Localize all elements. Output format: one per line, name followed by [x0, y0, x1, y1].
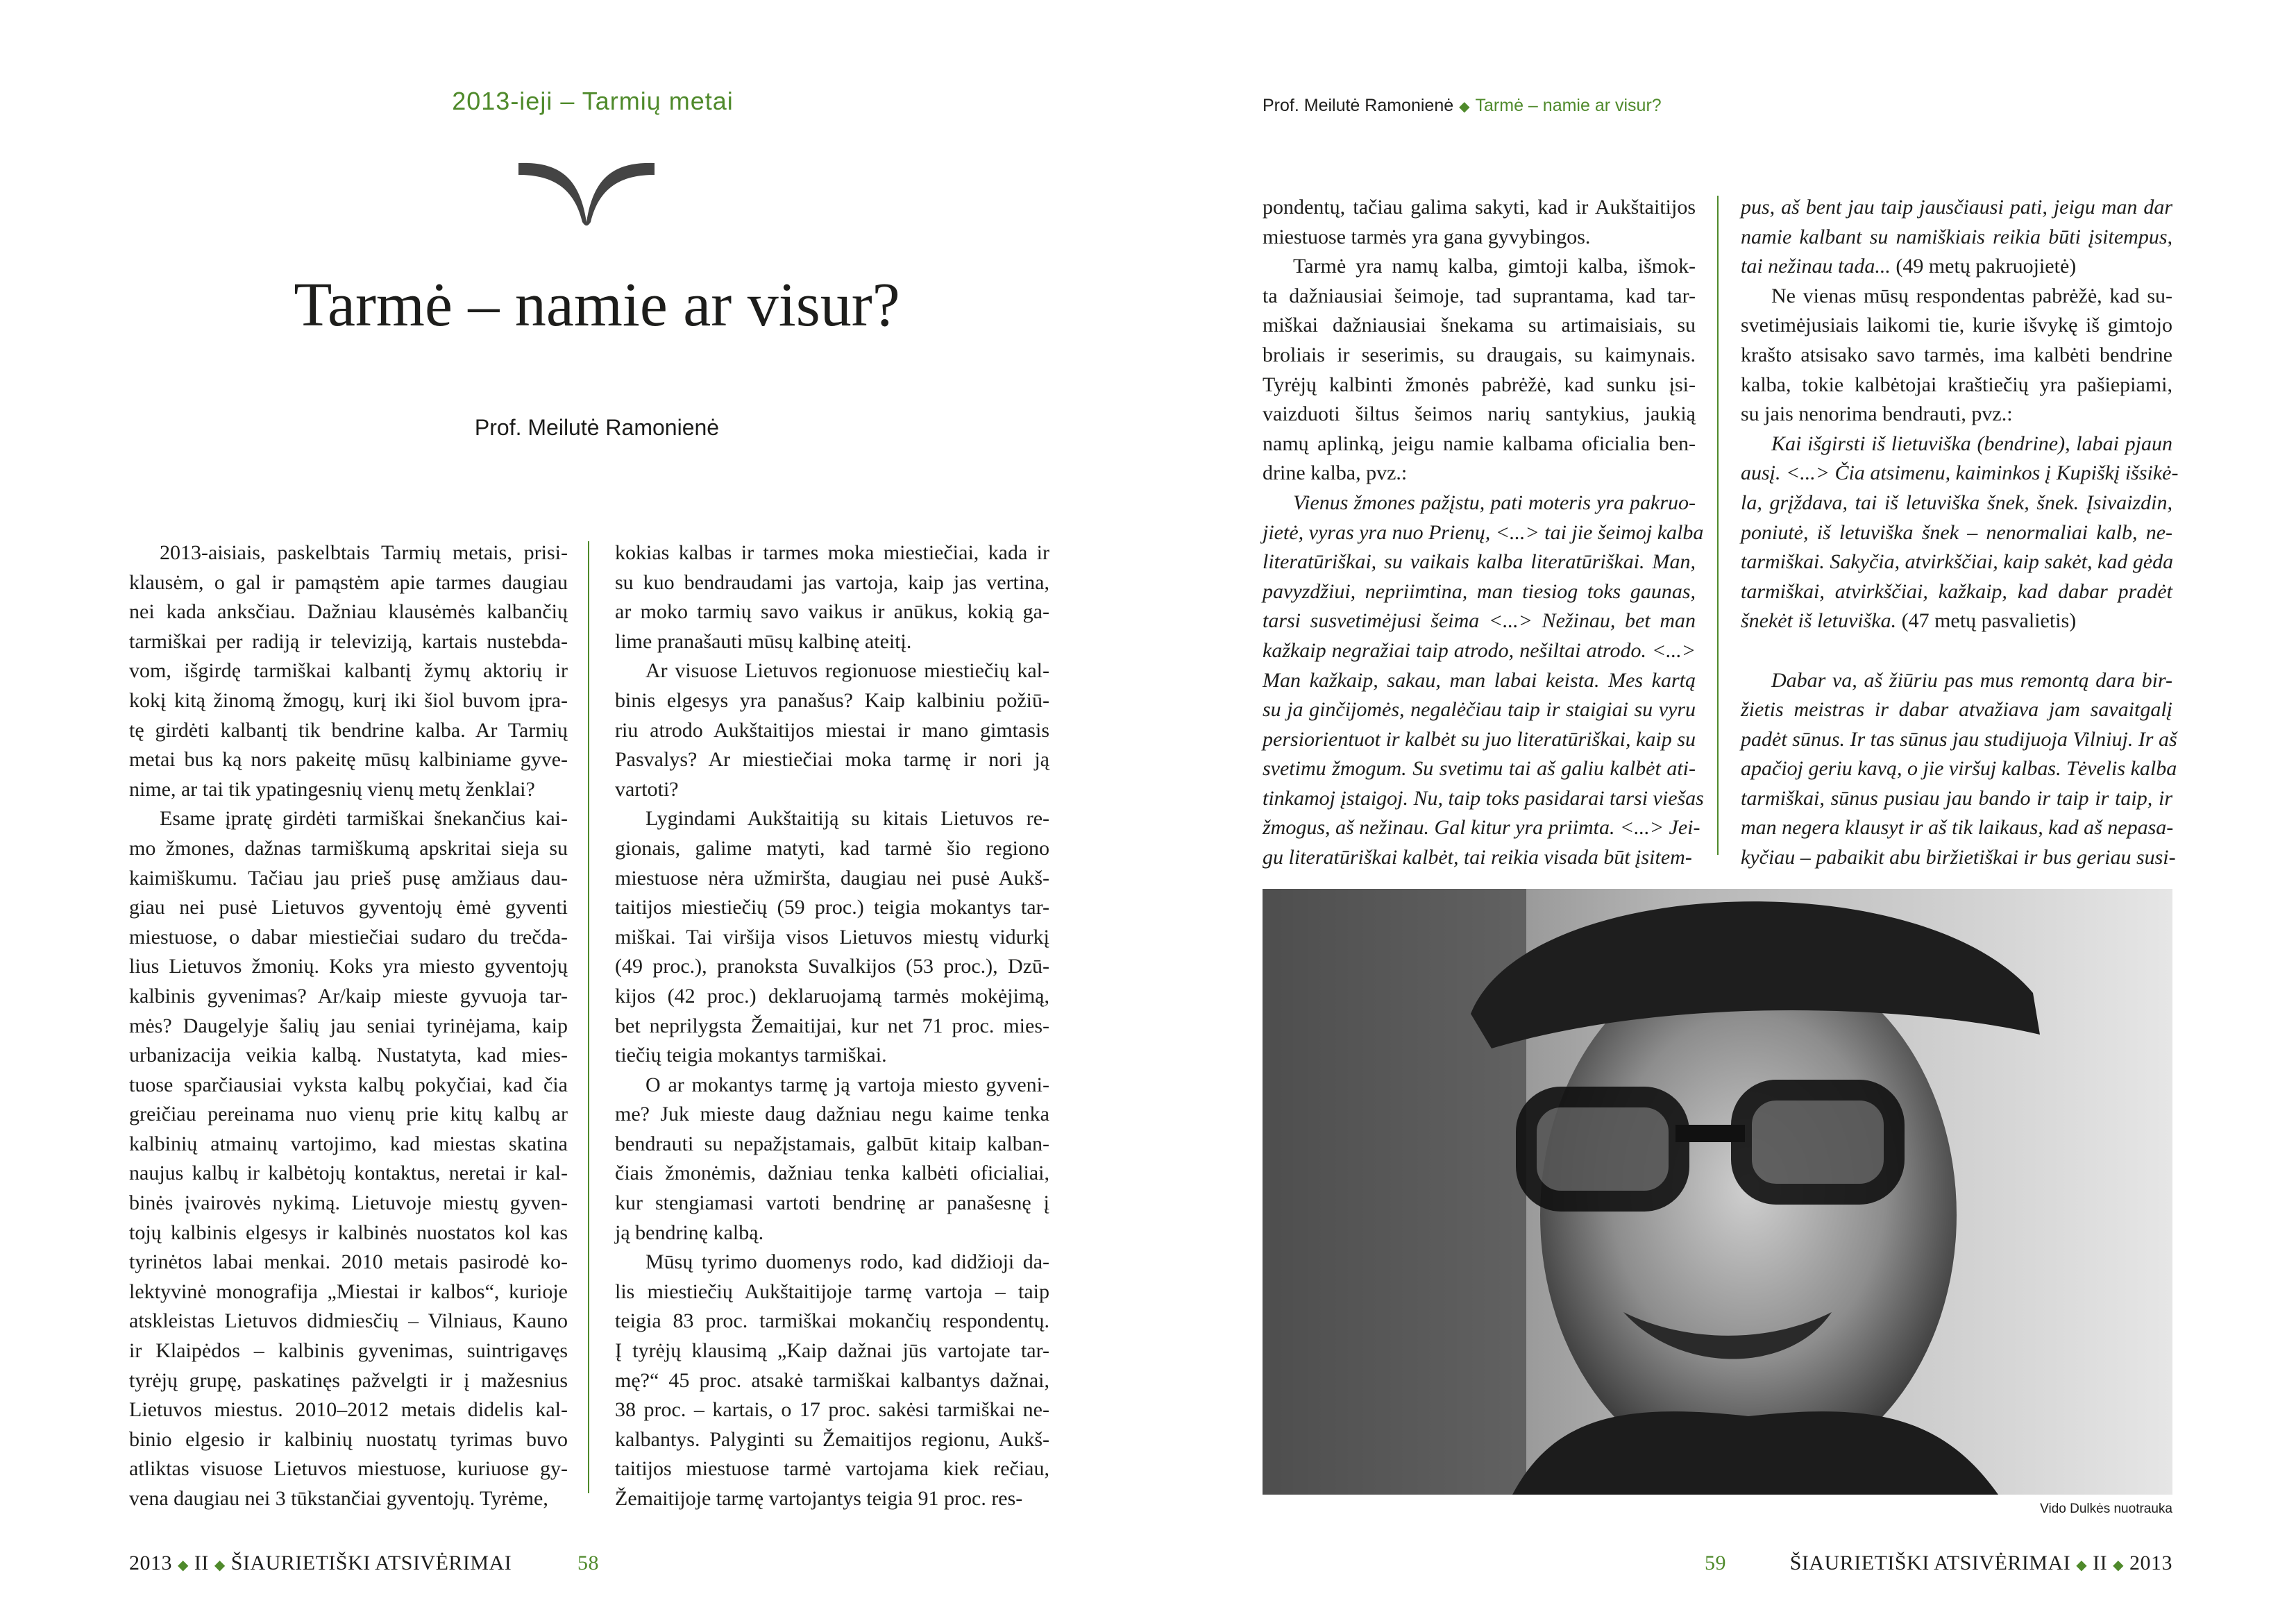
text-line: atliktas visuose Lietuvos miestuose, kuriuose gy-: [129, 1457, 568, 1481]
text-line: persiorientuot ir kalbėt su juo literatūriškai, kaip su: [1263, 727, 1696, 751]
text-line: gionais, galime matyti, kad tarmė šio regiono: [615, 836, 1049, 860]
text-line: literatūriškai, su vaikais kalba literatūriškai. Man,: [1263, 550, 1696, 574]
series-header: 2013-ieji – Tarmių metai: [452, 87, 734, 115]
text-line: kyčiau – pabaikit abu biržietiškai ir bus geriau susi-: [1741, 846, 2176, 869]
text-line: tarmiškai, sūnus pusiau jau bando ir taip ir taip, ir: [1741, 786, 2172, 810]
text-line: mo žmones, dažnas tarmiškumą apskritai sieja su: [129, 836, 568, 860]
text-line: urbanizacija veikia kalbą. Nustatyta, kad mies-: [129, 1044, 568, 1067]
text-line: miestuose tarmės yra gana gyvybingos.: [1263, 225, 1591, 248]
text-line: miškai. Tai viršija visos Lietuvos miestų vidurkį: [615, 925, 1049, 949]
article-title: Tarmė – namie ar visur?: [294, 271, 900, 339]
page-number-right: 59: [1705, 1552, 1726, 1574]
quote-attribution: (49 metų pakruojietė): [1896, 255, 2077, 278]
diamond-icon: ◆: [2076, 1557, 2088, 1573]
text-line: su ja ginčijomės, negalėčiau taip ir staigiai su vyru: [1263, 698, 1696, 722]
text-line: Tarmė yra namų kalba, gimtoji kalba, išmok-: [1293, 255, 1696, 278]
paragraph: [1263, 252, 1696, 488]
paragraph: [1741, 430, 2179, 636]
paragraph: [129, 804, 568, 1513]
paragraph: [1741, 666, 2177, 873]
footer-year: 2013: [2129, 1552, 2172, 1574]
text-line: atskleistas Lietuvos didmiesčių – Vilniaus, Kauno: [129, 1309, 568, 1333]
text-line: namų aplinką, jeigu namie kalbama oficialia ben-: [1263, 432, 1696, 455]
portrait-photo: [1263, 889, 2172, 1495]
text-line: lius Lietuvos žmonių. Koks yra miesto gyventojų: [129, 955, 568, 978]
paragraph: [1263, 193, 1696, 252]
footer-left: [129, 1552, 512, 1575]
text-line: mę?“ 45 proc. atsakė tarmiškai kalbantys dažnai,: [615, 1368, 1049, 1392]
text-line: Dabar va, aš žiūriu pas mus remontą dara bir-: [1771, 668, 2172, 692]
text-line: bet neprilygsta Žemaitijai, kur net 71 proc. mies-: [615, 1014, 1049, 1037]
text-line: riu atrodo Aukštaitijos miestai ir mano gimtasis: [615, 718, 1049, 742]
text-line: vena daugiau nei 3 tūkstančiai gyventojų. Tyrėme,: [129, 1487, 548, 1510]
text-line: Kai išgirsti iš lietuviška (bendrine), labai pjaun: [1771, 432, 2172, 455]
text-line: binis elgesys yra panašus? Kaip kalbiniu požiū-: [615, 688, 1049, 712]
text-line: kažkaip negražiai taip atrodo, nešiltai atrodo. <...>: [1263, 638, 1696, 662]
paragraph: [1741, 193, 2172, 282]
text-column-left: [129, 538, 568, 1514]
running-head-title: Tarmė – namie ar visur?: [1475, 96, 1662, 115]
text-line: greičiau pereinama nuo vienų prie kitų kalbų ar: [129, 1103, 568, 1126]
paragraph: [1263, 488, 1704, 873]
text-line: pavyzdžiui, nepriimtina, man tiesiog toks gaunas,: [1263, 579, 1696, 603]
text-line: metai bus ką nors pakeitę mūsų kalbiniame gyve-: [129, 748, 568, 772]
text-line: Ar visuose Lietuvos regionuose miestiečių kal-: [645, 659, 1049, 683]
text-line: la, grįždava, tai iš letuviška šnek, šnek. Įsivaizdin,: [1741, 491, 2172, 514]
text-line: Pasvalys? Ar miestiečiai moka tarmę ir nori ją: [615, 748, 1049, 772]
text-line: ar moko tarmių savo vaikus ir anūkus, kokią ga-: [615, 600, 1049, 624]
text-line: tyrinėtos labai menkai. 2010 metais pasirodė ko-: [129, 1250, 568, 1274]
text-line: žmogus, aš nežinau. Gal kitur yra priimta. <...> Jei-: [1263, 816, 1700, 840]
photo-caption: Vido Dulkės nuotrauka: [2040, 1502, 2172, 1516]
text-line: su jais nenorima bendrauti, pvz.:: [1741, 402, 2013, 426]
text-line: tojų kalbinis elgesys ir kalbinės nuostatos kol kas: [129, 1221, 568, 1244]
text-line: ausį. <...> Čia atsimenu, kaiminkos į Kupiškį išsikė-: [1741, 461, 2179, 485]
text-line: tarsi susvetimėjusi šeima <...> Nežinau, bet man: [1263, 609, 1696, 633]
text-line: (49 proc.), pranoksta Suvalkijos (53 proc.), Dzū-: [615, 955, 1049, 978]
text-line: pondentų, tačiau galima sakyti, kad ir Aukštaitijos: [1263, 196, 1696, 219]
footer-journal: ŠIAURIETIŠKI ATSIVĖRIMAI: [1789, 1552, 2071, 1574]
text-line: man negera klausyt ir aš tik laikaus, kad aš nepasa-: [1741, 816, 2174, 840]
text-line: vartoti?: [615, 777, 679, 801]
text-line: kijos (42 proc.) deklaruojamą tarmės mokėjimą,: [615, 984, 1049, 1008]
diamond-icon: ◆: [178, 1557, 189, 1573]
text-line: lis miestiečių Aukštaitijoje tarmę vartoja – taip: [615, 1280, 1049, 1303]
text-line: svetimėjusiais laikomi tie, kurie išvykę iš gimtojo: [1741, 314, 2172, 337]
text-line: kalbantys. Palyginti su Žemaitijos regionu, Aukš-: [615, 1427, 1049, 1451]
column-divider: [1717, 196, 1719, 855]
text-line: me? Juk mieste daug dažniau negu kaime tenka: [615, 1103, 1049, 1126]
text-line: miestuose nėra užmiršta, daugiau nei pusė Aukš-: [615, 866, 1049, 890]
footer-right: [1790, 1552, 2172, 1575]
running-head: [1263, 96, 1662, 116]
text-line: tyrėjų grupę, paskatinęs pažvelgti ir į mažesnius: [129, 1368, 568, 1392]
text-line: jietė, vyras yra nuo Prienų, <...> tai jie šeimoj kalba: [1263, 520, 1704, 544]
text-line: giau nei pusė Lietuvos gyventojų ėmė gyventi: [129, 896, 568, 919]
text-line: [1741, 606, 2172, 636]
text-line: Lygindami Aukštaitiją su kitais Lietuvos re-: [645, 807, 1049, 831]
text-line: klausėm, o gal ir pamąstėm apie tarmes daugiau: [129, 570, 568, 594]
text-line: Man kažkaip, sakau, man labai keista. Mes kartą: [1263, 668, 1696, 692]
text-line: [1741, 252, 2172, 282]
text-line: kokias kalbas ir tarmes moka miestiečiai, kada ir: [615, 541, 1049, 564]
text-line: binio elgesio ir kalbinių nuostatų tyrimas buvo: [129, 1427, 568, 1451]
paragraph: [1741, 282, 2172, 430]
quote-text: tai nežinau tada...: [1741, 255, 1896, 278]
diamond-icon: ◆: [1459, 99, 1470, 114]
text-line: gu literatūriškai kalbėt, tai reikia visada būt įsitem-: [1263, 846, 1692, 869]
text-line: vom, išgirdę tarmiškai kalbantį žymų aktorių ir: [129, 659, 568, 683]
text-line: apačioj geriu kavą, o jie viršuj kalbas. Tėvelis kalba: [1741, 757, 2177, 781]
text-line: lime pranašauti mūsų kalbinę ateitį.: [615, 629, 912, 653]
text-line: kaimiškumu. Tačiau jau prieš pusę amžiaus dau-: [129, 866, 568, 890]
text-line: taitijos miestiečių (59 proc.) teigia mokantys tar-: [615, 896, 1049, 919]
paragraph: [615, 804, 1049, 1070]
text-line: Tyrėjų kalbinti žmonės pabrėžė, kad sunku įsi-: [1263, 373, 1696, 396]
text-line: čiais žmonėmis, dažniau tenka kalbėti oficialiai,: [615, 1162, 1049, 1185]
text-line: padėt sūnus. Ir tas sūnus jau studijuoja Vilniuj. Ir aš: [1741, 727, 2177, 751]
text-line: poniutė, iš letuviška šnek – nenormaliai kalb, ne-: [1741, 520, 2172, 544]
text-line: pus, aš bent jau taip jausčiausi pati, jeigu man dar: [1741, 196, 2172, 219]
text-line: Lietuvos miestus. 2010–2012 metais didelis kal-: [129, 1398, 568, 1422]
text-line: bendrauti su nepažįstamais, galbūt kitaip kalban-: [615, 1132, 1049, 1155]
text-line: tarmiškai per radiją ir televiziją, kartais nustebda-: [129, 629, 568, 653]
text-line: lektyvinė monografija „Miestai ir kalbos“, kurioje: [129, 1280, 568, 1303]
paragraph: [615, 656, 1049, 804]
text-line: Mūsų tyrimo duomenys rodo, kad didžioji da-: [645, 1250, 1049, 1274]
text-line: tinkamoj įstaigoj. Nu, taip toks pasidarai tarsi viešas: [1263, 786, 1704, 810]
text-line: mės? Daugelyje šalių jau seniai tyrinėjama, kaip: [129, 1014, 568, 1037]
text-line: Esame įpratę girdėti tarmiškai šnekančius kai-: [160, 807, 568, 831]
paragraph: [129, 538, 568, 804]
text-line: kalbinių atmainų vartojimo, kad miestas skatina: [129, 1132, 568, 1155]
quote-text: šnekėt iš letuviška.: [1741, 609, 1902, 633]
bird-chevron-logo-icon: [517, 160, 659, 229]
text-line: O ar mokantys tarmę ją vartoja miesto gyveni-: [645, 1073, 1049, 1096]
text-line: Vienus žmones pažįstu, pati moteris yra pakruo-: [1293, 491, 1696, 514]
text-line: binės įvairovės nykimą. Lietuvoje miestų gyven-: [129, 1191, 568, 1215]
text-line: krašto atsisako savo tarmės, ima kalbėti bendrine: [1741, 343, 2172, 366]
text-line: ją bendrinę kalbą.: [615, 1221, 764, 1244]
article-author: Prof. Meilutė Ramonienė: [474, 415, 720, 440]
text-line: miškai dažniausiai šnekama su artimaisiais, su: [1263, 314, 1696, 337]
paragraph: [615, 538, 1049, 656]
text-line: tę girdėti kalbantį tik bendrine kalba. Ar Tarmių: [129, 718, 568, 742]
footer-journal: ŠIAURIETIŠKI ATSIVĖRIMAI: [230, 1552, 512, 1574]
text-line: ta dažniausiai šeimoje, tad suprantama, kad tar-: [1263, 284, 1696, 307]
text-line: nime, ar tai tik ypatingesnių vienų metų ženklai?: [129, 777, 535, 801]
text-line: 38 proc. – kartais, o 17 proc. sakėsi tarmiškai ne-: [615, 1398, 1049, 1422]
text-line: naujus kalbų ir kalbėtojų kontaktus, neretai ir kal-: [129, 1162, 568, 1185]
text-column-middle: [615, 538, 1049, 1514]
text-line: žietis meistras ir dabar atvažiava jam savaitgalį: [1741, 698, 2172, 722]
text-line: vaizduoti šiltus šeimos narių santykius, jaukią: [1263, 402, 1696, 426]
text-line: tuose sparčiausiai vyksta kalbų pokyčiai, kad čia: [129, 1073, 568, 1096]
text-line: teigia 83 proc. tarmiškai mokančių respondentų.: [615, 1309, 1049, 1333]
text-column-right-1: [1263, 193, 1704, 873]
diamond-icon: ◆: [2113, 1557, 2124, 1573]
page-number-left: 58: [577, 1552, 599, 1574]
text-line: svetimu žmogum. Su svetimu tai aš galiu kalbėt ati-: [1263, 757, 1696, 781]
paragraph: [615, 1071, 1049, 1248]
text-line: namie kalbant su namiškiais reikia būti įsitempus,: [1741, 225, 2172, 248]
paragraph: [615, 1248, 1049, 1513]
running-head-author: Prof. Meilutė Ramonienė: [1263, 96, 1454, 115]
text-line: taitijos miestuose tarmė vartojama kiek rečiau,: [615, 1457, 1049, 1481]
text-line: 2013-aisiais, paskelbtais Tarmių metais, prisi-: [160, 541, 568, 564]
text-line: nei kada anksčiau. Dažniau klausėmės kalbančių: [129, 600, 568, 624]
text-line: kalba, tokie kalbėtojai kraštiečių yra pašiepiami,: [1741, 373, 2172, 396]
text-line: Į tyrėjų klausimą „Kaip dažnai jūs vartojate tar-: [615, 1339, 1049, 1363]
text-line: miestuose, o dabar miestiečiai sudaro du trečda-: [129, 925, 568, 949]
text-line: tarmiškai. Sakyčia, atvirkščiai, kaip sakėt, kad gėda: [1741, 550, 2174, 574]
text-line: kalbinis gyvenimas? Ar/kaip mieste gyvuoja tar-: [129, 984, 568, 1008]
text-line: kur stengiamasi vartoti bendrinę ar panašesnę į: [615, 1191, 1049, 1215]
text-line: Žemaitijoje tarmę vartojantys teigia 91 proc. res-: [615, 1487, 1023, 1510]
text-line: ir Klaipėdos – kalbinis gyvenimas, suintrigavęs: [129, 1339, 568, 1363]
footer-issue: II: [2093, 1552, 2108, 1574]
text-line: su kuo bendraudami jas vartoja, kaip jas vertina,: [615, 570, 1049, 594]
text-line: tarmiškai, atvirkščiai, kažkaip, kad dabar pradėt: [1741, 579, 2172, 603]
footer-year: 2013: [129, 1552, 172, 1574]
text-line: drine kalba, pvz.:: [1263, 461, 1408, 485]
text-line: Ne vienas mūsų respondentas pabrėžė, kad su-: [1771, 284, 2172, 307]
text-line: broliais ir seserimis, su draugais, su kaimynais.: [1263, 343, 1696, 366]
text-line: tiečių teigia mokantys tarmiškai.: [615, 1044, 887, 1067]
column-divider: [588, 541, 589, 1493]
text-column-right-2: [1741, 193, 2179, 873]
text-line: kokį kitą žinomą žmogų, kurį iki šiol buvom įpra-: [129, 688, 568, 712]
footer-issue: II: [194, 1552, 209, 1574]
diamond-icon: ◆: [214, 1557, 226, 1573]
quote-attribution: (47 metų pasvalietis): [1901, 609, 2077, 633]
